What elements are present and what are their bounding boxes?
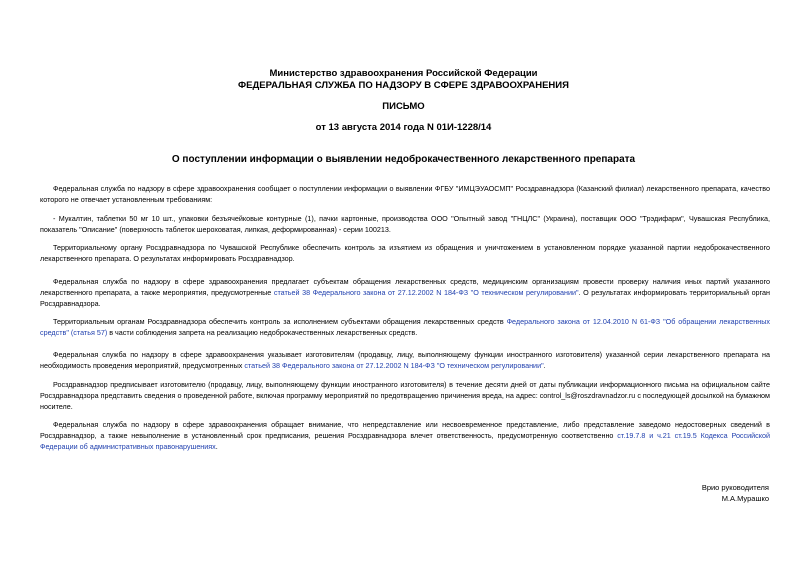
paragraph-text: в части соблюдения запрета на реализацию недоброкачественных лекарственных средств.	[107, 328, 418, 337]
paragraph-responsibility	[40, 419, 770, 453]
paragraph-text: Территориальным органам Росздравнадзора обеспечить контроль за исполнением субъектами обращения лекарственных средств	[53, 317, 507, 326]
paragraph-product: - Мукалтин, таблетки 50 мг 10 шт., упаковки безъячейковые контурные (1), пачки картонные, производства ООО "Опытный завод "ГНЦЛС" (Украина), поставщик ООО "Трэдифарм", Чувашская Республика, показатель "Описание" (поверхность таблеток шероховатая, липкая, деформированная) - серии 100213.	[40, 214, 770, 234]
paragraph-intro: Федеральная служба по надзору в сфере здравоохранения сообщает о поступлении информации о выявлении ФГБУ "ИМЦЭУАОСМП" Росздравнадзора (Казанский филиал) лекарственного препарата, качество которого не отвечает установленным требованиям:	[40, 184, 770, 204]
paragraph-text: Федеральная служба по надзору в сфере здравоохранения предлагает субъектам обращения лекарственных средств, медицинским организациям провести проверку наличия иных партий указанного лекарственного препарата, а также мероприятия, предусмотренные	[40, 277, 770, 297]
document-date-number: от 13 августа 2014 года N 01И-1228/14	[315, 122, 492, 133]
ministry-name: Министерство здравоохранения Российской Федерации	[269, 68, 538, 79]
paragraph-control	[40, 316, 770, 340]
document-subject: О поступлении информации о выявлении недоброкачественного лекарственного препарата	[171, 154, 636, 165]
law-link-184fz-2[interactable]: статьей 38 Федерального закона от 27.12.2002 N 184-ФЗ "О техническом регулировании"	[244, 361, 544, 370]
law-link-article-57[interactable]: (статья 57)	[70, 328, 108, 337]
paragraph-text: .	[543, 361, 546, 370]
law-link-61fz[interactable]: Федерального закона от 12.04.2010 N 61-ФЗ "Об обращении лекарственных средств"	[40, 317, 770, 337]
paragraph-text: .	[215, 442, 218, 451]
paragraph-prescription: Росздравнадзор предписывает изготовителю (продавцу, лицу, выполняющему функции иностранного изготовителя) в течение десяти дней от даты публикации информационного письма на официальном сайте Росздравнадзора представить сведения о проведенной работе, включая программу мероприятий по предотвращению причинения вреда, на адрес: control_ls@roszdravnadzor.ru с последующей досылкой на бумажном носителе.	[40, 380, 770, 411]
law-link-koap[interactable]: ст.19.7.8 и ч.21 ст.19.5 Кодекса Российской Федерации об административных правонарушениях	[40, 431, 770, 451]
paragraph-text: Федеральная служба по надзору в сфере здравоохранения обращает внимание, что непредставление или несвоевременное представление, либо представление заведомо недостоверных сведений в Росздравнадзор, а также невыполнение в установленный срок предписания, решения Росздравнадзора влечет ответственность, предусмотренную соответственно	[40, 420, 770, 440]
signature-name: М.А.Мурашко	[721, 494, 769, 503]
paragraph-territorial-body: Территориальному органу Росздравнадзора по Чувашской Республике обеспечить контроль за изъятием из обращения и уничтожением в установленном порядке указанной партии недоброкачественного лекарственного препарата. О результатах информировать Росздравнадзор.	[40, 243, 770, 263]
paragraph-text: . О результатах информировать территориальный орган Росздравнадзора.	[40, 288, 770, 308]
paragraph-manufacturers	[40, 349, 770, 373]
service-name: ФЕДЕРАЛЬНАЯ СЛУЖБА ПО НАДЗОРУ В СФЕРЕ ЗДРАВООХРАНЕНИЯ	[238, 80, 569, 91]
law-link-184fz[interactable]: статьей 38 Федерального закона от 27.12.2002 N 184-ФЗ "О техническом регулировании"	[273, 288, 579, 297]
document-type: ПИСЬМО	[382, 101, 425, 112]
paragraph-check-proposal	[40, 276, 770, 308]
paragraph-text: Федеральная служба по надзору в сфере здравоохранения указывает изготовителям (продавцу, лицу, выполняющему функции иностранного изготовителя) указанной серии лекарственного препарата на необходимость проведения мероприятий, предусмотренных	[40, 350, 770, 370]
signature-position: Врио руководителя	[701, 483, 769, 492]
